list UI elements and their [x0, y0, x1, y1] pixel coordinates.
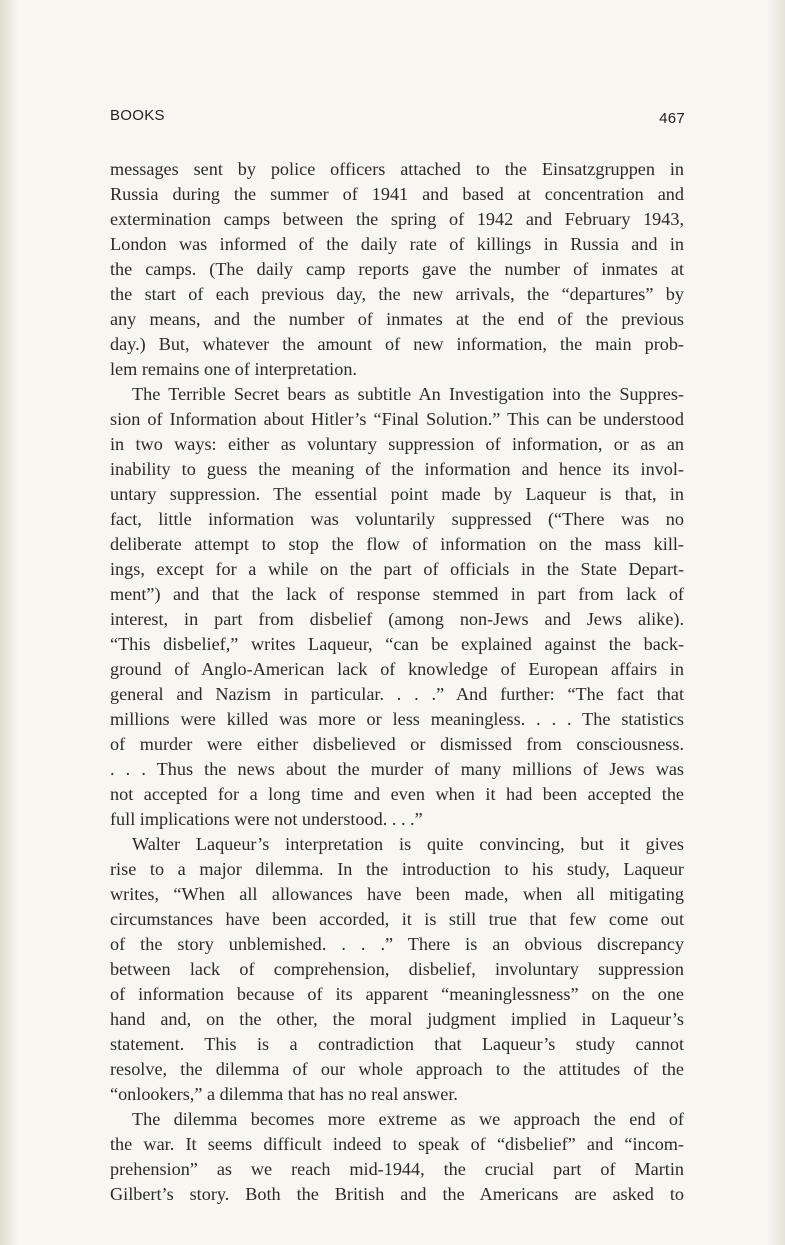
- text-line: writes, “When all allowances have been made, when all mitigating: [110, 884, 684, 904]
- text-line: the camps. (The daily camp reports gave the number of inmates at: [110, 259, 684, 279]
- page-edge-right: [767, 0, 785, 1245]
- text-line: ings, except for a while on the part of officials in the State Depart-: [110, 559, 684, 579]
- text-line: full implications were not understood. . . .”: [110, 809, 423, 829]
- paragraph: [110, 382, 684, 832]
- text-line: statement. This is a contradiction that Laqueur’s study cannot: [110, 1034, 684, 1054]
- text-line: sion of Information about Hitler’s “Final Solution.” This can be understood: [110, 409, 684, 429]
- text-line: prehension” as we reach mid-1944, the crucial part of Martin: [110, 1159, 684, 1179]
- text-line: extermination camps between the spring of 1942 and February 1943,: [110, 209, 684, 229]
- text-line: the war. It seems difficult indeed to speak of “disbelief” and “incom-: [110, 1134, 684, 1154]
- text-line: lem remains one of interpretation.: [110, 359, 357, 379]
- paragraph: [110, 157, 684, 382]
- text-line: deliberate attempt to stop the flow of information on the mass kill-: [110, 534, 684, 554]
- text-line: Russia during the summer of 1941 and based at concentration and: [110, 184, 684, 204]
- text-line: in two ways: either as voluntary suppression of information, or as an: [110, 434, 684, 454]
- text-line: of the story unblemished. . . .” There is an obvious discrepancy: [110, 934, 684, 954]
- paragraph: [110, 1107, 684, 1207]
- body-text: [110, 157, 684, 1207]
- text-line: The Terrible Secret bears as subtitle An Investigation into the Suppres-: [132, 384, 684, 404]
- text-line: . . . Thus the news about the murder of many millions of Jews was: [110, 759, 684, 779]
- page-number: 467: [659, 110, 685, 127]
- text-line: Gilbert’s story. Both the British and the Americans are asked to: [110, 1184, 684, 1204]
- text-line: fact, little information was voluntarily suppressed (“There was no: [110, 509, 684, 529]
- text-line: not accepted for a long time and even when it had been accepted the: [110, 784, 684, 804]
- text-line: millions were killed was more or less meaningless. . . . The statistics: [110, 709, 684, 729]
- text-line: any means, and the number of inmates at the end of the previous: [110, 309, 684, 329]
- text-line: “onlookers,” a dilemma that has no real answer.: [110, 1084, 458, 1104]
- text-line: ground of Anglo-American lack of knowledge of European affairs in: [110, 659, 684, 679]
- text-line: of information because of its apparent “meaninglessness” on the one: [110, 984, 684, 1004]
- text-line: the start of each previous day, the new arrivals, the “departures” by: [110, 284, 684, 304]
- text-line: Walter Laqueur’s interpretation is quite convincing, but it gives: [132, 834, 684, 854]
- text-line: “This disbelief,” writes Laqueur, “can be explained against the back-: [110, 634, 684, 654]
- text-line: inability to guess the meaning of the information and hence its invol-: [110, 459, 684, 479]
- text-line: untary suppression. The essential point made by Laqueur is that, in: [110, 484, 684, 504]
- text-line: circumstances have been accorded, it is still true that few come out: [110, 909, 684, 929]
- text-line: messages sent by police officers attached to the Einsatzgruppen in: [110, 159, 684, 179]
- text-line: interest, in part from disbelief (among non-Jews and Jews alike).: [110, 609, 684, 629]
- text-line: hand and, on the other, the moral judgment implied in Laqueur’s: [110, 1009, 684, 1029]
- text-line: ment”) and that the lack of response stemmed in part from lack of: [110, 584, 684, 604]
- text-line: resolve, the dilemma of our whole approach to the attitudes of the: [110, 1059, 684, 1079]
- text-line: of murder were either disbelieved or dismissed from consciousness.: [110, 734, 684, 754]
- text-line: rise to a major dilemma. In the introduction to his study, Laqueur: [110, 859, 684, 879]
- text-line: day.) But, whatever the amount of new information, the main prob-: [110, 334, 684, 354]
- section-title: BOOKS: [110, 107, 165, 124]
- paragraph: [110, 832, 684, 1107]
- running-head: [110, 107, 685, 131]
- text-line: The dilemma becomes more extreme as we approach the end of: [132, 1109, 684, 1129]
- text-line: general and Nazism in particular. . . .” And further: “The fact that: [110, 684, 684, 704]
- text-line: London was informed of the daily rate of killings in Russia and in: [110, 234, 684, 254]
- text-line: between lack of comprehension, disbelief, involuntary suppression: [110, 959, 684, 979]
- page-edge-left: [0, 0, 18, 1245]
